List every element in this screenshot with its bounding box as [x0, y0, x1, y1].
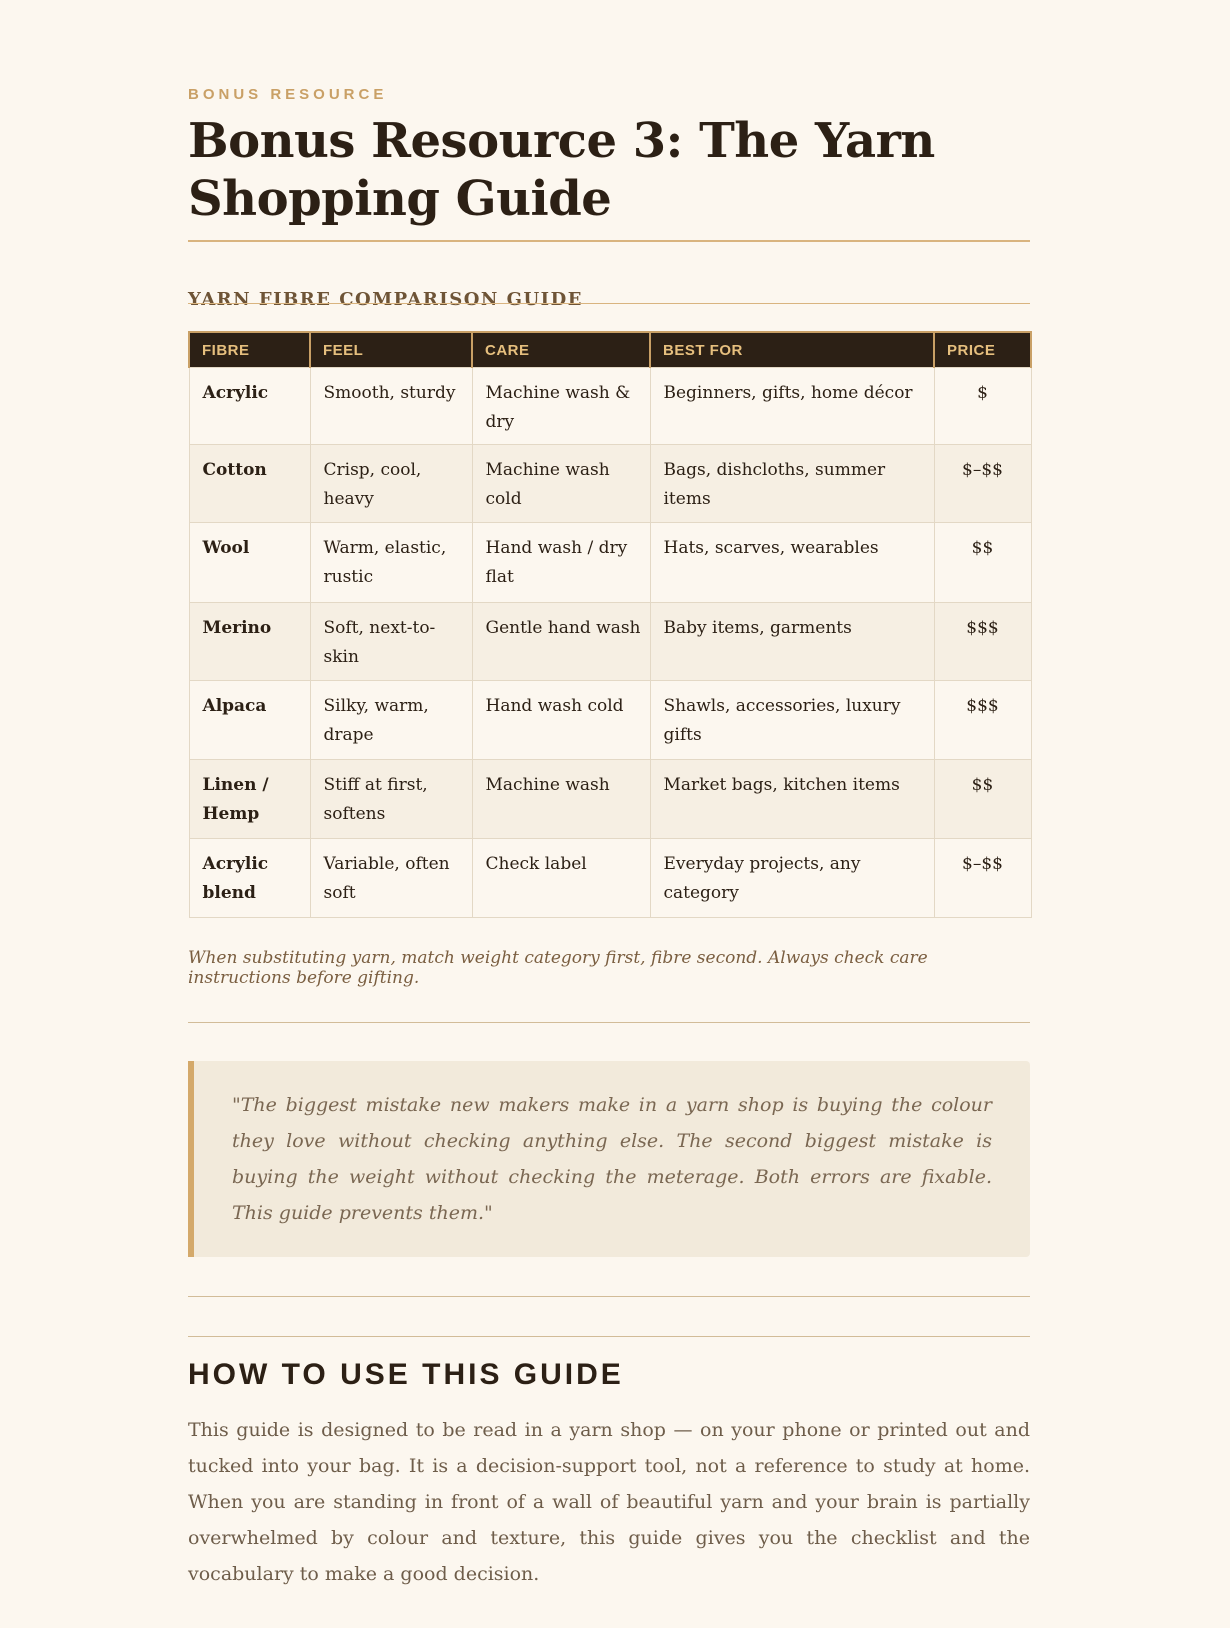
how-to-body: This guide is designed to be read in a yarn shop — on your phone or printed out and tucked into your bag. It is a decision-support tool, not a reference to study at home. When you are standing in front of a wall of beautiful yarn and your brain is partially overwhelmed by colour and texture, this guide gives you the checklist and the vocabulary to make a good decision.: [188, 1419, 1030, 1585]
fibre-comparison-table: [188, 331, 1032, 918]
care-cell: Hand wash cold: [472, 681, 650, 760]
fibre-cell: Acrylic: [189, 368, 310, 445]
care-cell: Gentle hand wash: [472, 603, 650, 681]
best-for-cell: Everyday projects, any category: [650, 839, 934, 918]
table-header-row: [189, 332, 1031, 368]
feel-cell: Soft, next-to-skin: [310, 603, 472, 681]
section-label-divider: [188, 303, 1030, 304]
table-row: [189, 681, 1031, 760]
page-title: Bonus Resource 3: The Yarn Shopping Guide: [188, 113, 935, 227]
best-for-cell: Market bags, kitchen items: [650, 760, 934, 839]
best-for-cell: Shawls, accessories, luxury gifts: [650, 681, 934, 760]
column-header-fibre: FIBRE: [189, 332, 310, 368]
care-cell: Machine wash & dry: [472, 368, 650, 445]
feel-cell: Stiff at first, softens: [310, 760, 472, 839]
column-header-care: CARE: [472, 332, 650, 368]
feel-cell: Silky, warm, drape: [310, 681, 472, 760]
price-cell: $$: [934, 523, 1031, 603]
section-divider: [188, 1022, 1030, 1023]
table-row: [189, 603, 1031, 681]
fibre-cell: Linen / Hemp: [189, 760, 310, 839]
comparison-section-label: YARN FIBRE COMPARISON GUIDE: [188, 289, 583, 310]
care-cell: Machine wash cold: [472, 445, 650, 523]
table-row: [189, 523, 1031, 603]
best-for-cell: Beginners, gifts, home décor: [650, 368, 934, 445]
table-row: [189, 760, 1031, 839]
feel-cell: Warm, elastic, rustic: [310, 523, 472, 603]
fibre-cell: Alpaca: [189, 681, 310, 760]
price-cell: $$$: [934, 603, 1031, 681]
feel-cell: Variable, often soft: [310, 839, 472, 918]
section-divider: [188, 1336, 1030, 1337]
fibre-cell: Acrylic blend: [189, 839, 310, 918]
best-for-cell: Hats, scarves, wearables: [650, 523, 934, 603]
substitution-tip: When substituting yarn, match weight category first, fibre second. Always check care instructions before gifting.: [188, 948, 928, 988]
price-cell: $: [934, 368, 1031, 445]
eyebrow-label: BONUS RESOURCE: [188, 86, 388, 103]
how-to-heading: HOW TO USE THIS GUIDE: [188, 1358, 624, 1391]
price-cell: $$: [934, 760, 1031, 839]
fibre-cell: Merino: [189, 603, 310, 681]
care-cell: Hand wash / dry flat: [472, 523, 650, 603]
column-header-feel: FEEL: [310, 332, 472, 368]
table-row: [189, 445, 1031, 523]
price-cell: $$$: [934, 681, 1031, 760]
pull-quote: [188, 1061, 1030, 1257]
price-cell: $–$$: [934, 839, 1031, 918]
best-for-cell: Baby items, garments: [650, 603, 934, 681]
title-divider: [188, 240, 1030, 242]
table-row: [189, 839, 1031, 918]
care-cell: Machine wash: [472, 760, 650, 839]
feel-cell: Smooth, sturdy: [310, 368, 472, 445]
table-row: [189, 368, 1031, 445]
feel-cell: Crisp, cool, heavy: [310, 445, 472, 523]
fibre-cell: Wool: [189, 523, 310, 603]
fibre-cell: Cotton: [189, 445, 310, 523]
price-cell: $–$$: [934, 445, 1031, 523]
column-header-best-for: BEST FOR: [650, 332, 934, 368]
best-for-cell: Bags, dishcloths, summer items: [650, 445, 934, 523]
pull-quote-text: "The biggest mistake new makers make in a yarn shop is buying the colour they love without checking anything else. The second biggest mistake is buying the weight without checking the meterage. Both errors are fixable. This guide prevents them.": [232, 1094, 992, 1224]
column-header-price: PRICE: [934, 332, 1031, 368]
care-cell: Check label: [472, 839, 650, 918]
section-divider: [188, 1296, 1030, 1297]
